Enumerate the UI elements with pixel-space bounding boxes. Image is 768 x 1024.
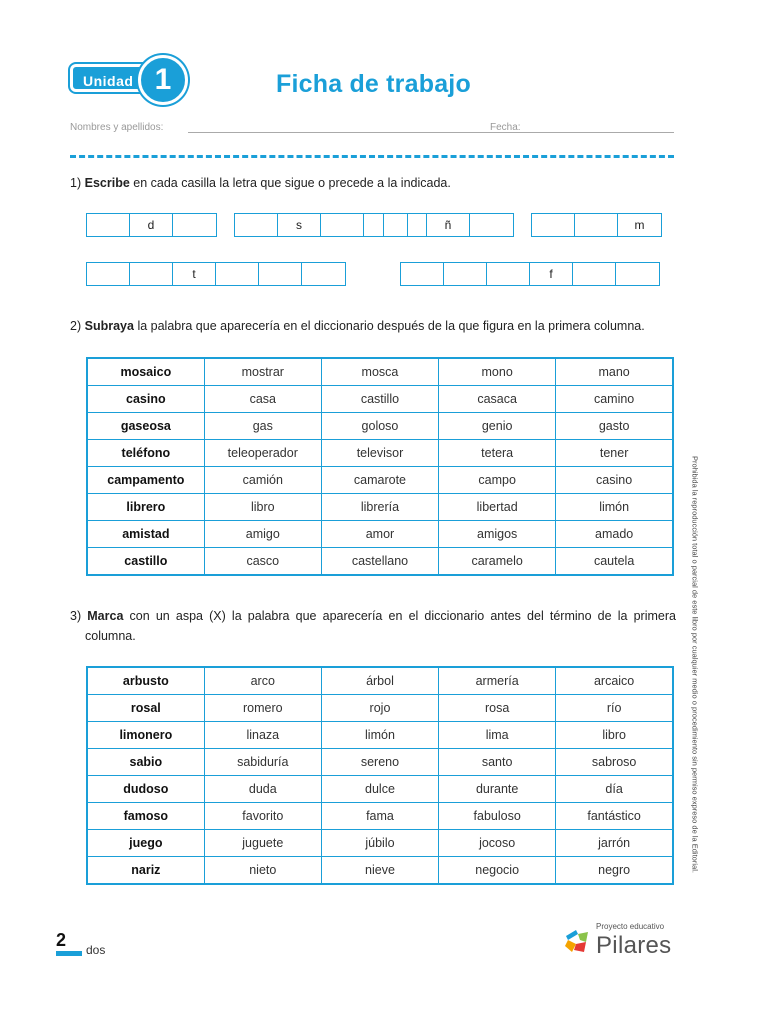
exercise-2-option-word[interactable]: amor [321, 521, 438, 548]
exercise-3-option-word[interactable]: favorito [204, 803, 321, 830]
exercise-2-option-word[interactable]: cautela [556, 548, 673, 576]
exercise-2-option-word[interactable]: casa [204, 386, 321, 413]
exercise-1-text: en cada casilla la letra que sigue o precede a la indicada. [133, 176, 451, 190]
letter-cell-blank[interactable] [235, 214, 278, 236]
exercise-3-verb: Marca [87, 609, 124, 623]
table-row [87, 440, 673, 467]
page-number-word: dos [86, 943, 106, 957]
exercise-2-option-word[interactable]: castillo [321, 386, 438, 413]
exercise-2-option-word[interactable]: mono [439, 358, 556, 386]
exercise-3-option-word[interactable]: duda [204, 776, 321, 803]
exercise-3-reference-word: famoso [87, 803, 204, 830]
exercise-2-verb: Subraya [84, 319, 134, 333]
date-label: Fecha: [490, 122, 521, 133]
exercise-3-option-word[interactable]: sereno [321, 749, 438, 776]
table-row [87, 521, 673, 548]
dashed-divider [70, 155, 674, 158]
exercise-2-option-word[interactable]: castellano [321, 548, 438, 576]
letter-group-3 [383, 213, 514, 237]
exercise-2-option-word[interactable]: libertad [439, 494, 556, 521]
exercise-2-option-word[interactable]: amado [556, 521, 673, 548]
letter-group-5 [86, 262, 346, 286]
exercise-3-option-word[interactable]: linaza [204, 722, 321, 749]
table-row [87, 667, 673, 695]
table-row [87, 494, 673, 521]
exercise-3-option-word[interactable]: día [556, 776, 673, 803]
exercise-3-option-word[interactable]: juguete [204, 830, 321, 857]
exercise-2-instruction: 2) Subraya la palabra que aparecería en el diccionario después de la que figura en la primera columna. [70, 319, 645, 333]
exercise-3-reference-word: juego [87, 830, 204, 857]
table-row [87, 776, 673, 803]
exercise-3-reference-word: rosal [87, 695, 204, 722]
exercise-2-option-word[interactable]: amigo [204, 521, 321, 548]
names-date-row [70, 120, 674, 136]
letter-cell-blank[interactable] [470, 214, 513, 236]
exercise-3-option-word[interactable]: rosa [439, 695, 556, 722]
exercise-2-option-word[interactable]: teleoperador [204, 440, 321, 467]
letter-cell-blank[interactable] [444, 263, 487, 285]
page-number-bar [56, 951, 82, 956]
exercise-3-option-word[interactable]: júbilo [321, 830, 438, 857]
exercise-2-reference-word: librero [87, 494, 204, 521]
letter-cell-given: t [173, 263, 216, 285]
exercise-2-reference-word: casino [87, 386, 204, 413]
table-row [87, 358, 673, 386]
exercise-3-option-word[interactable]: sabiduría [204, 749, 321, 776]
exercise-1-instruction: 1) Escribe en cada casilla la letra que sigue o precede a la indicada. [70, 176, 451, 190]
table-row [87, 548, 673, 576]
exercise-2-reference-word: castillo [87, 548, 204, 576]
exercise-3-option-word[interactable]: nieve [321, 857, 438, 885]
exercise-3-option-word[interactable]: fama [321, 803, 438, 830]
exercise-3-instruction: 3) Marca con un aspa (X) la palabra que aparecería en el diccionario antes del término de la primera columna. [70, 609, 676, 643]
letter-group-4 [531, 213, 662, 237]
letter-cell-blank[interactable] [487, 263, 530, 285]
exercise-3-option-word[interactable]: negro [556, 857, 673, 885]
exercise-2-option-word[interactable]: camino [556, 386, 673, 413]
exercise-3-option-word[interactable]: jocoso [439, 830, 556, 857]
letter-cell-blank[interactable] [259, 263, 302, 285]
exercise-3-option-word[interactable]: fabuloso [439, 803, 556, 830]
exercise-3-option-word[interactable]: santo [439, 749, 556, 776]
exercise-3-option-word[interactable]: árbol [321, 667, 438, 695]
copyright-side-note: Prohibida la reproducción total o parcial de este libro por cualquier medio o procedimiento sin permiso expreso de la Editorial. [690, 456, 700, 873]
letter-cell-blank[interactable] [575, 214, 618, 236]
table-row [87, 749, 673, 776]
exercise-2-option-word[interactable]: camión [204, 467, 321, 494]
exercise-2-option-word[interactable]: televisor [321, 440, 438, 467]
exercise-3-option-word[interactable]: limón [321, 722, 438, 749]
exercise-3-option-word[interactable]: romero [204, 695, 321, 722]
exercise-2-option-word[interactable]: gas [204, 413, 321, 440]
exercise-2-option-word[interactable]: amigos [439, 521, 556, 548]
exercise-3-table [86, 666, 674, 885]
exercise-2-option-word[interactable]: gasto [556, 413, 673, 440]
letter-group-1 [86, 213, 217, 237]
page-number: 2 [56, 930, 67, 950]
exercise-2-option-word[interactable]: tetera [439, 440, 556, 467]
exercise-2-text: la palabra que aparecería en el diccionario después de la que figura en la primera columna. [137, 319, 645, 333]
exercise-3-text: con un aspa (X) la palabra que aparecería en el diccionario antes del término de la primera columna. [85, 609, 676, 643]
exercise-3-option-word[interactable]: libro [556, 722, 673, 749]
letter-cell-blank[interactable] [130, 263, 173, 285]
exercise-1-verb: Escribe [84, 176, 130, 190]
table-row [87, 695, 673, 722]
pilares-logo-icon [562, 926, 592, 956]
exercise-3-option-word[interactable]: durante [439, 776, 556, 803]
exercise-3-option-word[interactable]: río [556, 695, 673, 722]
letter-cell-blank[interactable] [302, 263, 345, 285]
letter-cell-blank[interactable] [401, 263, 444, 285]
exercise-2-option-word[interactable]: tener [556, 440, 673, 467]
table-row [87, 857, 673, 885]
exercise-3-option-word[interactable]: rojo [321, 695, 438, 722]
unit-number: 1 [138, 55, 188, 105]
letter-cell-given: s [278, 214, 321, 236]
exercise-3-option-word[interactable]: jarrón [556, 830, 673, 857]
letter-cell-blank[interactable] [87, 263, 130, 285]
exercise-3-option-word[interactable]: sabroso [556, 749, 673, 776]
table-row [87, 413, 673, 440]
letter-cell-blank[interactable] [384, 214, 427, 236]
exercise-2-option-word[interactable]: genio [439, 413, 556, 440]
letter-cell-blank[interactable] [532, 214, 575, 236]
letter-cell-blank[interactable] [616, 263, 659, 285]
exercise-3-reference-word: sabio [87, 749, 204, 776]
letter-group-6 [400, 262, 660, 286]
exercise-3-reference-word: dudoso [87, 776, 204, 803]
exercise-2-option-word[interactable]: campo [439, 467, 556, 494]
letter-cell-blank[interactable] [216, 263, 259, 285]
table-row [87, 467, 673, 494]
pilares-logo [562, 922, 674, 962]
exercise-2-option-word[interactable]: casino [556, 467, 673, 494]
letter-cell-given: ñ [427, 214, 470, 236]
exercise-2-table [86, 357, 674, 576]
exercise-3-option-word[interactable]: fantástico [556, 803, 673, 830]
exercise-2-option-word[interactable]: camarote [321, 467, 438, 494]
logo-wordmark: Pilares [596, 932, 672, 959]
exercise-2-reference-word: gaseosa [87, 413, 204, 440]
unit-label: Unidad [70, 64, 162, 92]
letter-group-2 [234, 213, 408, 237]
exercise-2-option-word[interactable]: mostrar [204, 358, 321, 386]
letter-cell-given: f [530, 263, 573, 285]
exercise-2-option-word[interactable]: casco [204, 548, 321, 576]
exercise-3-option-word[interactable]: negocio [439, 857, 556, 885]
exercise-3-option-word[interactable]: arcaico [556, 667, 673, 695]
unit-badge [70, 55, 188, 103]
exercise-2-option-word[interactable]: limón [556, 494, 673, 521]
exercise-2-option-word[interactable]: goloso [321, 413, 438, 440]
exercise-2-reference-word: amistad [87, 521, 204, 548]
exercise-2-option-word[interactable]: librería [321, 494, 438, 521]
exercise-2-option-word[interactable]: mosca [321, 358, 438, 386]
exercise-3-option-word[interactable]: arco [204, 667, 321, 695]
table-row [87, 386, 673, 413]
table-row [87, 830, 673, 857]
exercise-2-option-word[interactable]: libro [204, 494, 321, 521]
exercise-3-option-word[interactable]: nieto [204, 857, 321, 885]
letter-cell-given: m [634, 218, 645, 232]
exercise-2-option-word[interactable]: mano [556, 358, 673, 386]
exercise-2-option-word[interactable]: casaca [439, 386, 556, 413]
exercise-3-option-word[interactable]: armería [439, 667, 556, 695]
exercise-3-reference-word: nariz [87, 857, 204, 885]
exercise-2-reference-word: campamento [87, 467, 204, 494]
letter-cell-given: d [130, 214, 173, 236]
exercise-2-reference-word: teléfono [87, 440, 204, 467]
date-field[interactable] [535, 132, 674, 133]
letter-cell-blank[interactable] [87, 214, 130, 236]
names-label: Nombres y apellidos: [70, 122, 164, 133]
page-title: Ficha de trabajo [276, 70, 471, 98]
letter-cell-blank[interactable] [573, 263, 616, 285]
exercise-3-option-word[interactable]: dulce [321, 776, 438, 803]
exercise-2-reference-word: mosaico [87, 358, 204, 386]
logo-tagline: Proyecto educativo [596, 922, 665, 931]
letter-cell-blank[interactable] [321, 214, 364, 236]
exercise-2-option-word[interactable]: caramelo [439, 548, 556, 576]
exercise-3-option-word[interactable]: lima [439, 722, 556, 749]
table-row [87, 803, 673, 830]
letter-cell-blank[interactable] [173, 214, 216, 236]
exercise-3-reference-word: arbusto [87, 667, 204, 695]
table-row [87, 722, 673, 749]
exercise-3-reference-word: limonero [87, 722, 204, 749]
